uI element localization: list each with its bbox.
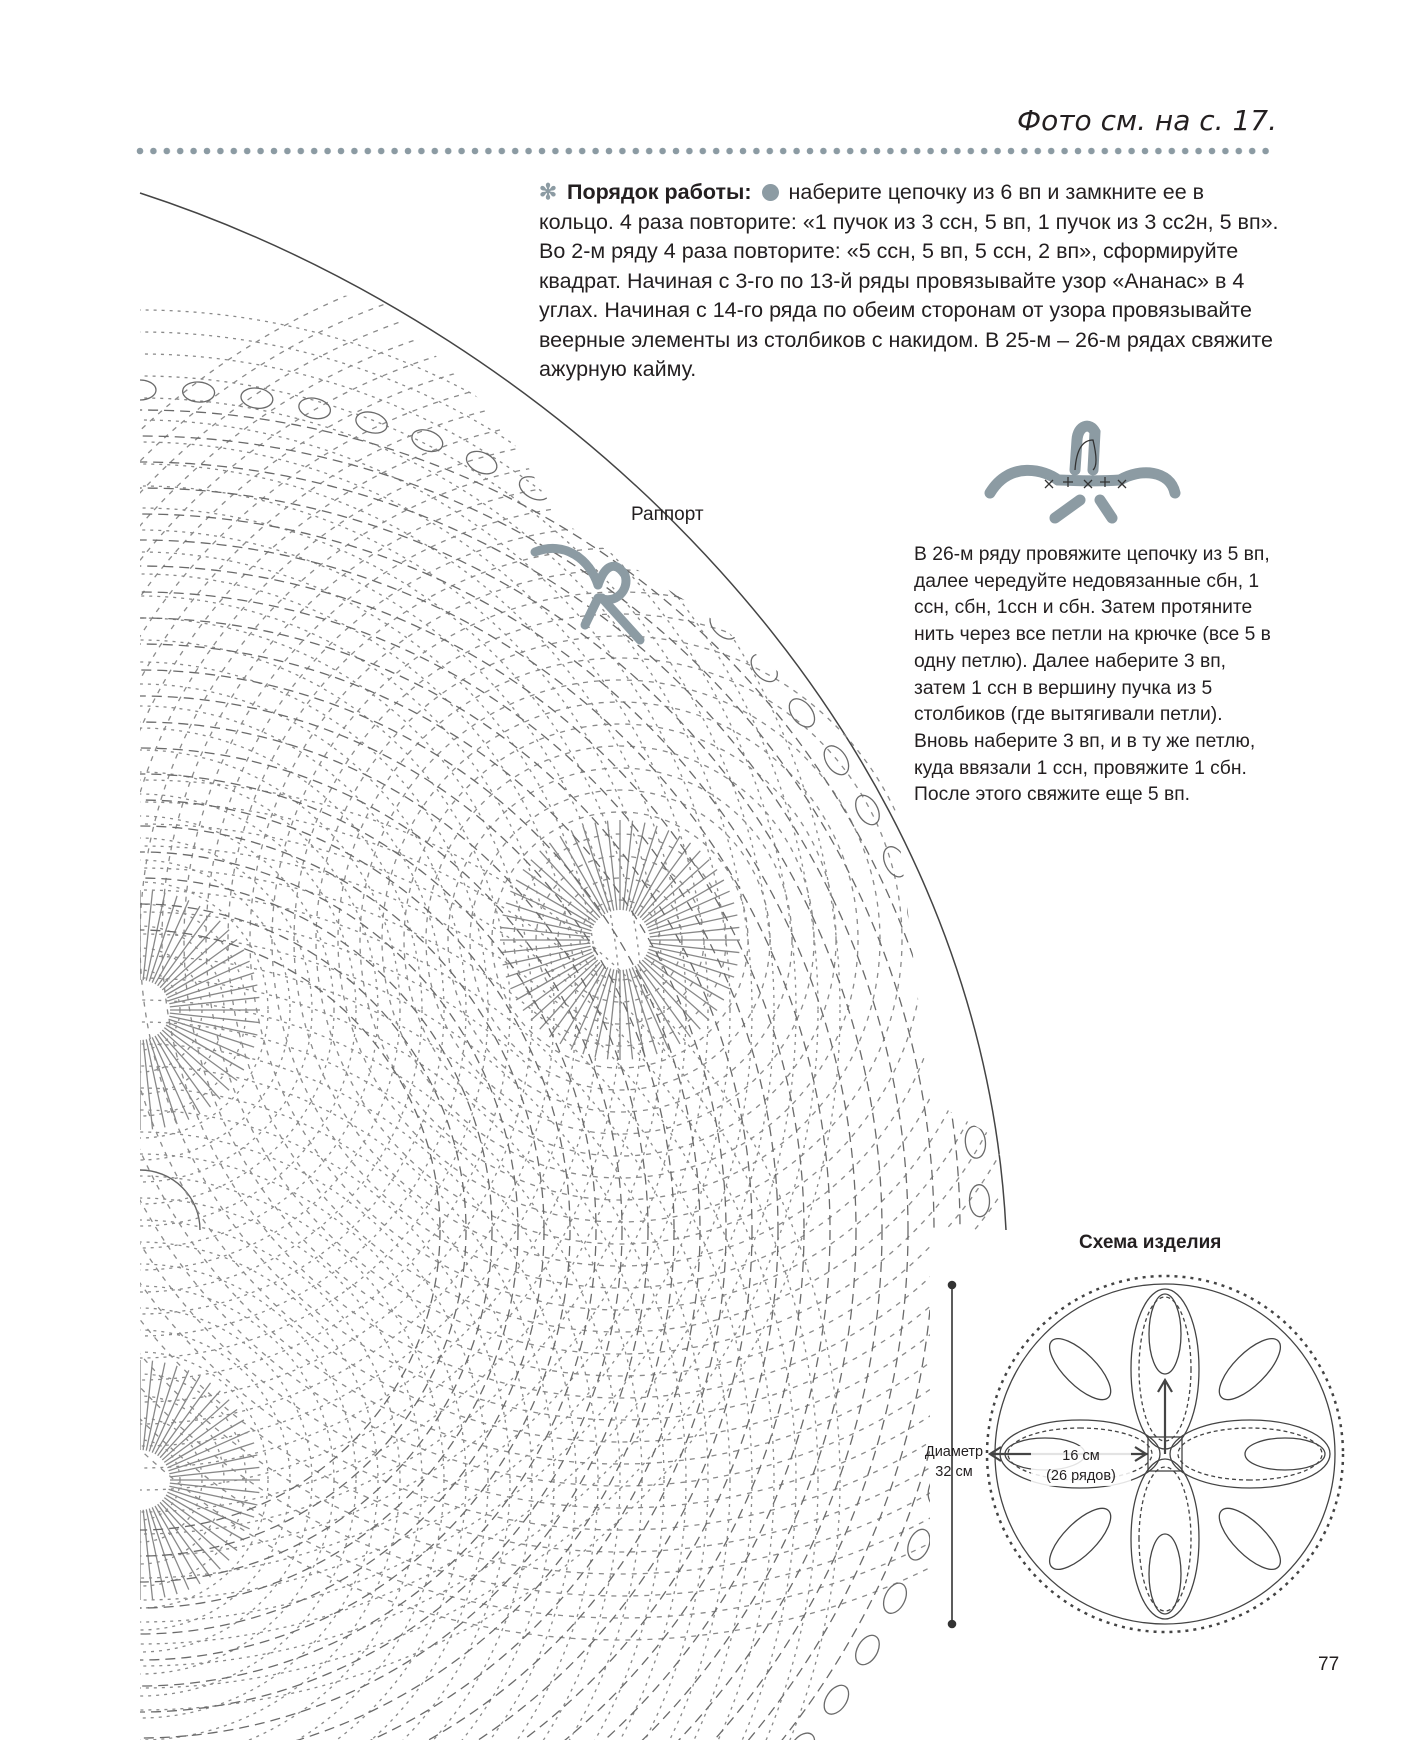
radius-rows: (26 рядов) xyxy=(1046,1468,1116,1484)
radius-label xyxy=(1031,1446,1131,1486)
rapport-label: Раппорт xyxy=(631,504,704,525)
instructions-text: наберите цепочку из 6 вп и замкните ее в кольцо. 4 раза повторите: «1 пучок из 3 ссн, 5 вп, 1 пучок из 3 сс2н, 5 вп». Во 2-м ряду 4 раза повторите: «5 ссн, 5 вп, 5 ссн, 2 вп», сформируйте квадрат. Начиная с 3-го по 13-й ряды провязывайте узор «Ананас» в 4 углах. Начиная с 14-го ряда по обеим сторонам от узора провязывайте веерные элементы из столбиков с накидом. В 25-м – 26-м рядах свяжите ажурную кайму. xyxy=(539,180,1279,381)
page-number: 77 xyxy=(1318,1654,1340,1675)
diameter-value: 32 см xyxy=(935,1464,973,1480)
photo-reference: Фото см. на с. 17. xyxy=(1017,104,1277,137)
stitch-note: В 26-м ряду провяжите цепочку из 5 вп, далее чередуйте недовязанные сбн, 1 ссн, сбн, 1ссн и сбн. Затем протяните нить через все петли на крючке (все 5 в одну петлю). Далее наберите 3 вп, затем 1 ссн в вершину пучка из 5 столбиков (где вытягивали петли). Вновь наберите 3 вп, и в ту же петлю, куда ввязали 1 ссн, провяжите 1 сбн. После этого свяжите еще 5 вп. xyxy=(914,544,1271,806)
asterisk-icon: ✻ xyxy=(539,180,558,204)
diameter-text: Диаметр xyxy=(924,1444,984,1460)
scheme-title: Схема изделия xyxy=(1079,1232,1222,1253)
stitch-symbol-illustration xyxy=(990,426,1175,518)
radius-value: 16 см xyxy=(1062,1448,1100,1464)
diameter-label xyxy=(914,1442,994,1482)
chart-highlight-symbol xyxy=(535,548,640,640)
instructions-heading: Порядок работы: xyxy=(567,180,752,204)
